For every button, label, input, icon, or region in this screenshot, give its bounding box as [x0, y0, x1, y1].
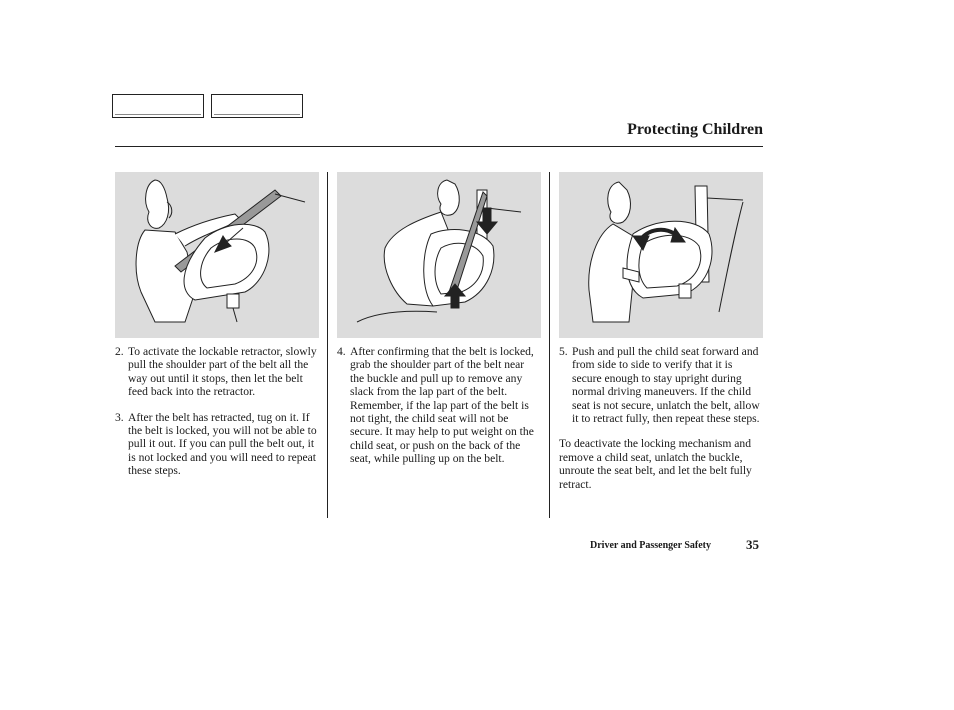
- step-text: After the belt has retracted, tug on it. If the belt is locked, you will not be able to pull it out. If you can pull the belt out, it is not locked and you will need to repeat these steps.: [128, 410, 317, 478]
- step-2: [115, 345, 323, 399]
- page-title: Protecting Children: [627, 121, 763, 138]
- step-text: After confirming that the belt is locked, grab the shoulder part of the belt near the buckle and pull up to remove any slack from the lap part of the belt. Remember, if the lap part of the belt is not tight, the child seat will not be secure. It may help to put weight on the child seat, or push on the back of the seat, while pulling up on the belt.: [350, 345, 534, 466]
- deactivate-paragraph: To deactivate the locking mechanism and remove a child seat, unlatch the buckle, unroute the seat belt, and let the belt fully retract.: [559, 437, 752, 491]
- illustration-pull-belt: [115, 172, 319, 338]
- step-text: To activate the lockable retractor, slowly pull the shoulder part of the belt all the way out until it stops, then let the belt feed back into the retractor.: [128, 345, 317, 399]
- illustration-verify-secure: [559, 172, 763, 338]
- nav-button-contents[interactable]: [112, 94, 204, 118]
- step-number: 3.: [115, 410, 124, 424]
- column-divider: [327, 172, 328, 518]
- step-number: 5.: [559, 345, 568, 358]
- column-3: [559, 345, 763, 491]
- page-number: 35: [746, 537, 759, 552]
- column-1: [115, 345, 323, 490]
- step-4: [337, 345, 539, 466]
- step-3: [115, 411, 323, 478]
- footer-section-title: Driver and Passenger Safety: [590, 540, 712, 551]
- column-2: [337, 345, 539, 478]
- column-divider: [549, 172, 550, 518]
- header-rule: [115, 146, 763, 147]
- nav-button-index[interactable]: [211, 94, 303, 118]
- step-5: [559, 345, 763, 425]
- illustration-remove-slack: [337, 172, 541, 338]
- step-number: 2.: [115, 345, 124, 358]
- step-number: 4.: [337, 345, 346, 358]
- step-text: Push and pull the child seat forward and from side to side to verify that it is secure enough to stay upright during normal driving maneuvers. If the child seat is not secure, unlatch the belt, allow it to retract fully, then repeat these steps.: [572, 345, 760, 426]
